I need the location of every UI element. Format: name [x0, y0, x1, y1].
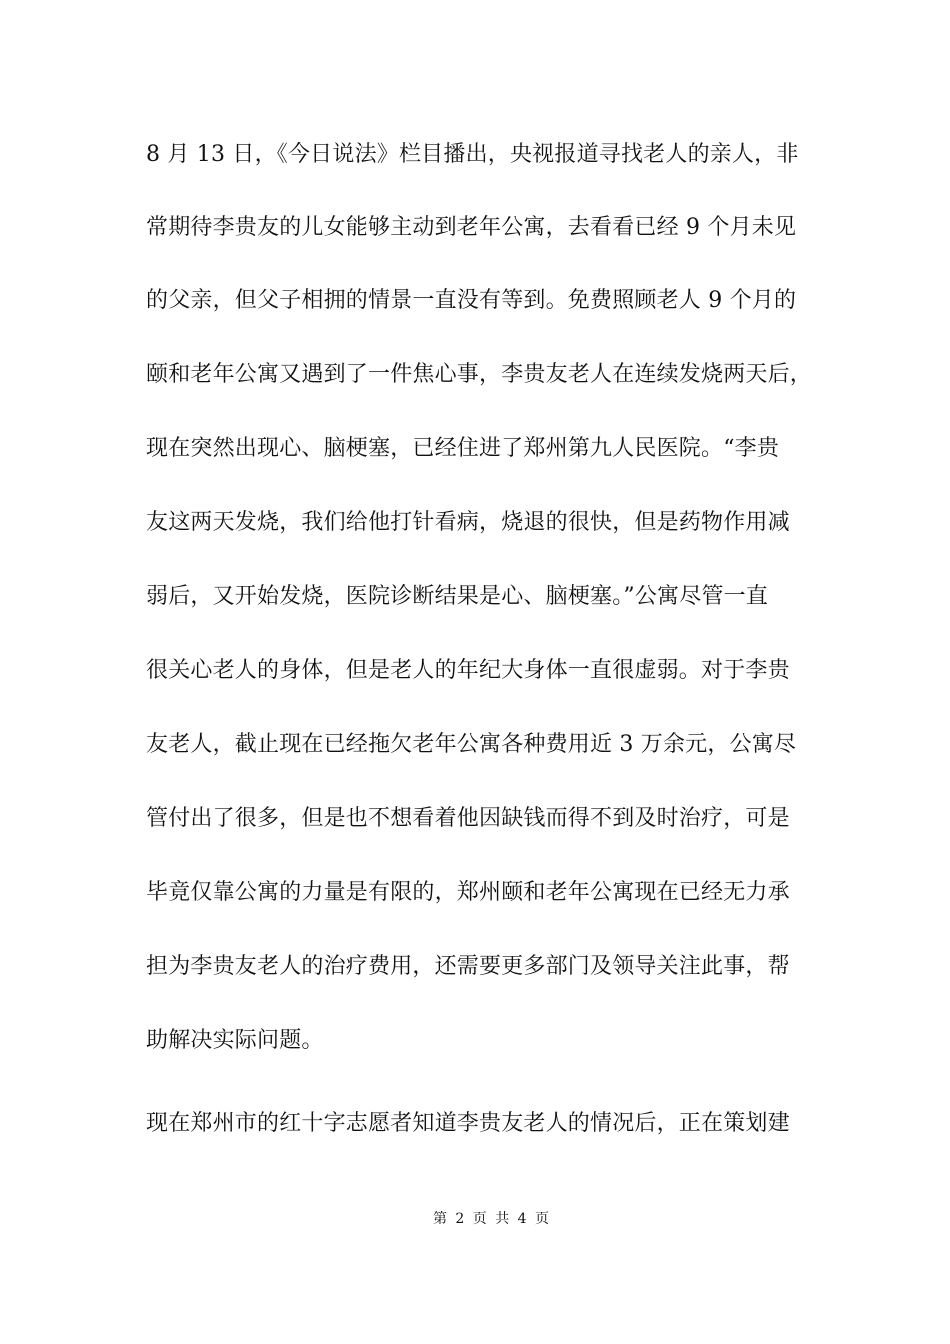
text-line: 很关心老人的身体，但是老人的年纪大身体一直很虚弱。对于李贵 [146, 658, 790, 683]
text-line: 现在突然出现心、脑梗塞，已经住进了郑州第九人民医院。“李贵 [146, 436, 780, 461]
text-line: 弱后，又开始发烧，医院诊断结果是心、脑梗塞。”公寓尽管一直 [146, 584, 769, 609]
page-number-footer: 第 2 页 共 4 页 [432, 1211, 550, 1227]
text-line: 颐和老年公寓又遇到了一件焦心事，李贵友老人在连续发烧两天后， [146, 362, 813, 387]
text-line: 的父亲，但父子相拥的情景一直没有等到。免费照顾老人 9 个月的 [146, 288, 797, 313]
text-line: 友老人，截止现在已经拖欠老年公寓各种费用近 3 万余元，公寓尽 [146, 732, 797, 757]
text-line: 助解决实际问题。 [146, 1028, 324, 1053]
text-line: 友这两天发烧，我们给他打针看病，烧退的很快，但是药物作用减 [146, 510, 790, 535]
text-line: 8 月 13 日，《今日说法》栏目播出，央视报道寻找老人的亲人，非 [146, 142, 799, 167]
text-line: 现在郑州市的红十字志愿者知道李贵友老人的情况后，正在策划建 [146, 1111, 790, 1136]
text-line: 担为李贵友老人的治疗费用，还需要更多部门及领导关注此事，帮 [146, 954, 790, 979]
text-line: 毕竟仅靠公寓的力量是有限的，郑州颐和老年公寓现在已经无力承 [146, 880, 790, 905]
text-line: 常期待李贵友的儿女能够主动到老年公寓，去看看已经 9 个月未见 [146, 215, 797, 240]
text-line: 管付出了很多，但是也不想看着他因缺钱而得不到及时治疗，可是 [146, 806, 790, 831]
